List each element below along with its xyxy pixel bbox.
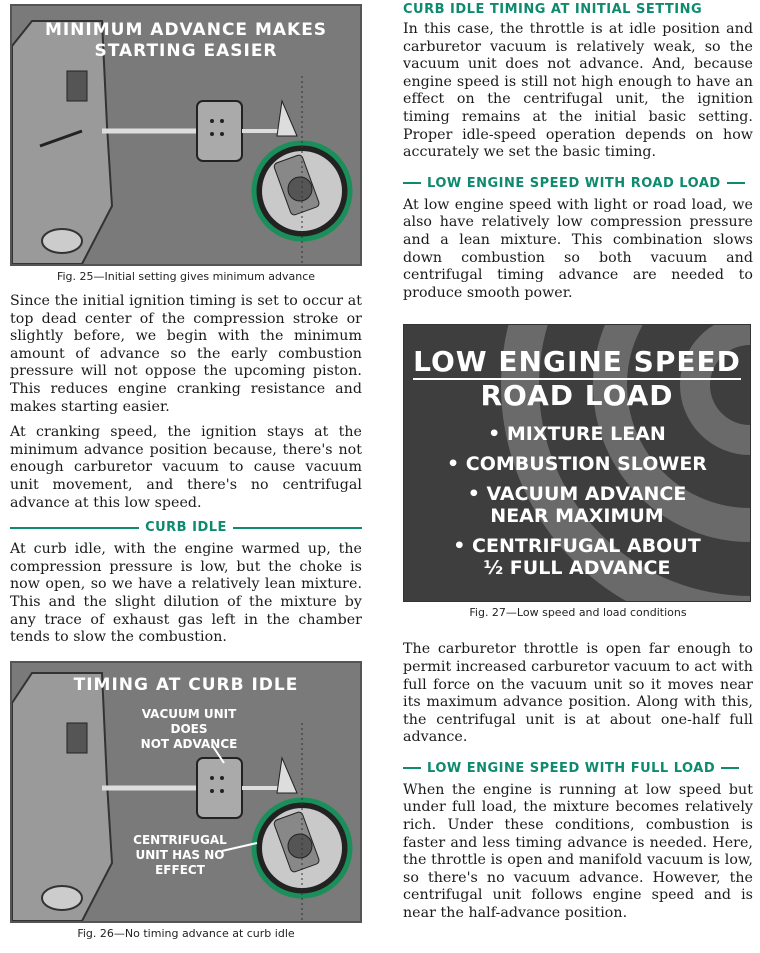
heading-curb-idle-text: CURB IDLE [145, 520, 227, 536]
figure-26 [10, 661, 362, 923]
figure-26-vacuum-label-line2: NOT ADVANCE [140, 736, 238, 751]
heading-dash-left [403, 767, 421, 769]
figure-27-title-line1-text: LOW ENGINE SPEED [413, 345, 741, 379]
figure-27-bullet-mixture: • MIXTURE LEAN [488, 423, 666, 446]
figure-27-caption: Fig. 27—Low speed and load conditions [469, 606, 687, 620]
heading-rule-right [233, 527, 362, 529]
figure-27-title-line2: ROAD LOAD [480, 379, 674, 413]
figure-27-bullet-vacuum-line2: NEAR MAXIMUM [490, 505, 664, 528]
left-column [10, 4, 362, 950]
heading-road-load [403, 176, 753, 191]
figure-26-caption: Fig. 26—No timing advance at curb idle [77, 926, 295, 940]
paragraph-cranking-speed: At cranking speed, the ignition stays at the minimum advance position because, there's not enough carburetor vacuum to cause vacuum unit movement, and there's no centrifugal advance at this low speed. [10, 424, 362, 511]
figure-26-vacuum-label [124, 707, 254, 752]
figure-26-illustration [12, 663, 360, 921]
heading-full-load [403, 761, 753, 776]
heading-initial-setting: CURB IDLE TIMING AT INITIAL SETTING [403, 2, 703, 17]
figure-26-vacuum-label-line1: VACUUM UNIT DOES [141, 706, 237, 736]
figure-25-caption: Fig. 25—Initial setting gives minimum advance [56, 270, 316, 283]
figure-26-centrifugal-label-line1: CENTRIFUGAL [133, 832, 227, 847]
right-column [403, 0, 753, 931]
heading-dash-right [721, 767, 739, 769]
figure-27-bullet-vacuum-line1: • VACUUM ADVANCE [467, 483, 687, 506]
figure-27-bullet-centrifugal-line1: • CENTRIFUGAL ABOUT [453, 535, 701, 558]
figure-25 [10, 4, 362, 266]
heading-dash-left [403, 182, 421, 184]
paragraph-initial-timing: Since the initial ignition timing is set to occur at top dead center of the compression stroke or slightly before, we begin with the minimum amount of advance so the early combustion pressure will not oppose the upcoming piston. This reduces engine cranking resistance and makes starting easier. [10, 293, 362, 415]
figure-26-title: TIMING AT CURB IDLE [73, 674, 299, 695]
heading-curb-idle [10, 520, 362, 535]
heading-rule-left [10, 527, 139, 529]
figure-25-title-line1: MINIMUM ADVANCE MAKES [44, 20, 328, 40]
paragraph-curb-idle: At curb idle, with the engine warmed up, the compression pressure is low, but the choke is now open, so we have a relatively lean mixture. This and the slight dilution of the mixture by any trace of exhaust gas left in the chamber tends to slow the combustion. [10, 541, 362, 646]
figure-27-bullet-centrifugal-line2: ½ FULL ADVANCE [483, 557, 671, 580]
heading-dash-right [727, 182, 745, 184]
figure-27-text [404, 345, 750, 579]
figure-27-bullet-centrifugal [404, 535, 750, 579]
heading-road-load-text: LOW ENGINE SPEED WITH ROAD LOAD [427, 175, 721, 191]
figure-27-title-line1 [404, 345, 750, 379]
figure-25-title [12, 20, 360, 62]
paragraph-throttle-open: The carburetor throttle is open far enough to permit increased carburetor vacuum to act with full force on the vacuum unit so it moves near its maximum advance position. Along with this, the centrifugal unit is at about one-half full advance. [403, 641, 753, 746]
paragraph-road-load: At low engine speed with light or road load, we also have relatively low compression pressure and a lean mixture. This combination slows down combustion so both vacuum and centrifugal timing advance are needed to produce smooth power. [403, 196, 753, 301]
paragraph-idle-timing: In this case, the throttle is at idle position and carburetor vacuum is relatively weak, so the vacuum unit does not advance. And, because engine speed is still not high enough to have an effect on the centrifugal unit, the ignition timing remains at the initial basic setting. Proper idle-speed operation depends on how accurately we set the basic timing. [403, 21, 753, 161]
figure-25-title-line2: STARTING EASIER [94, 41, 278, 61]
heading-full-load-text: LOW ENGINE SPEED WITH FULL LOAD [427, 760, 716, 776]
figure-27 [403, 324, 751, 602]
figure-26-centrifugal-label [130, 833, 230, 878]
figure-26-centrifugal-label-line2: UNIT HAS NO [135, 847, 225, 862]
figure-27-bullet-vacuum [404, 483, 750, 527]
figure-27-bullet-combustion: • COMBUSTION SLOWER [447, 453, 707, 476]
paragraph-full-load: When the engine is running at low speed but under full load, the mixture becomes relatively rich. Under these conditions, combustion is faster and less timing advance is needed. Here, the throttle is open and manifold vacuum is low, so there's no vacuum advance. However, the centrifugal unit follows engine speed and is near the half-advance position. [403, 781, 753, 922]
figure-26-centrifugal-label-line3: EFFECT [155, 862, 205, 877]
